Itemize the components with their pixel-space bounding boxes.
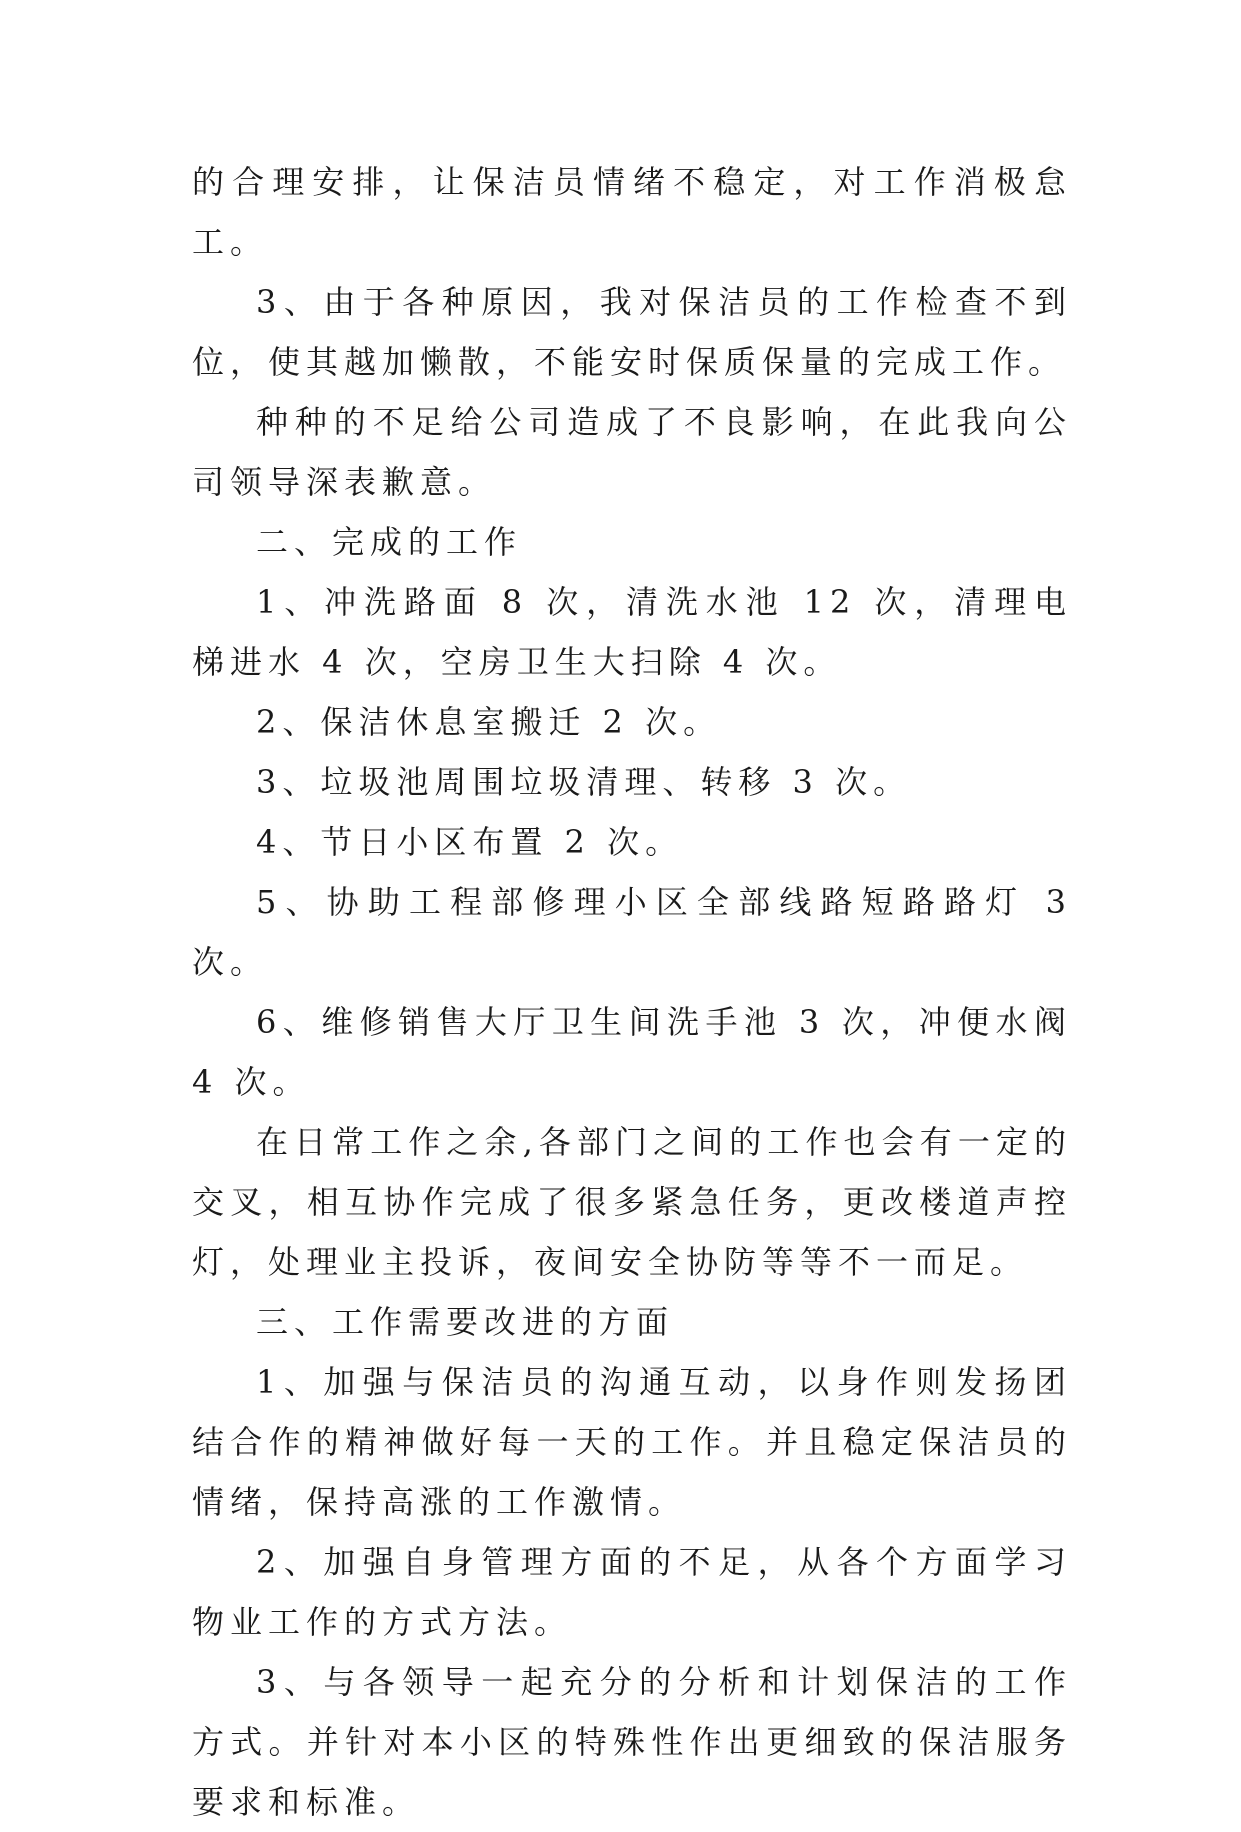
- document-body: [192, 152, 1072, 1832]
- section-heading-completed-work: 二、完成的工作: [256, 523, 523, 561]
- section-heading-improvements: 三、工作需要改进的方面: [256, 1303, 675, 1341]
- list-item-improvement-1: 1、加强与保洁员的沟通互动，以身作则发扬团结合作的精神做好每一天的工作。并且稳定保洁员的情绪，保持高涨的工作激情。: [192, 1363, 1072, 1521]
- list-item-completed-4: 4、节日小区布置 2 次。: [256, 823, 684, 861]
- list-item-completed-2: 2、保洁休息室搬迁 2 次。: [256, 703, 722, 741]
- paragraph-cooperation: 在日常工作之余,各部门之间的工作也会有一定的交叉，相互协作完成了很多紧急任务，更改楼道声控灯，处理业主投诉，夜间安全协防等等不一而足。: [192, 1123, 1072, 1281]
- paragraph-apology: 种种的不足给公司造成了不良影响，在此我向公司领导深表歉意。: [192, 403, 1072, 501]
- list-item-completed-1: 1、冲洗路面 8 次，清洗水池 12 次，清理电梯进水 4 次，空房卫生大扫除 4 次。: [192, 583, 1072, 681]
- paragraph-continuation: 的合理安排，让保洁员情绪不稳定，对工作消极怠工。: [192, 163, 1072, 261]
- paragraph-issue-3: 3、由于各种原因，我对保洁员的工作检查不到位，使其越加懒散，不能安时保质保量的完成工作。: [192, 283, 1072, 381]
- list-item-completed-6: 6、维修销售大厅卫生间洗手池 3 次，冲便水阀 4 次。: [192, 1003, 1072, 1101]
- list-item-improvement-3: 3、与各领导一起充分的分析和计划保洁的工作方式。并针对本小区的特殊性作出更细致的保洁服务要求和标准。: [192, 1663, 1072, 1821]
- list-item-improvement-2: 2、加强自身管理方面的不足，从各个方面学习物业工作的方式方法。: [192, 1543, 1072, 1641]
- list-item-completed-3: 3、垃圾池周围垃圾清理、转移 3 次。: [256, 763, 912, 801]
- list-item-completed-5: 5、协助工程部修理小区全部线路短路路灯 3 次。: [192, 883, 1072, 981]
